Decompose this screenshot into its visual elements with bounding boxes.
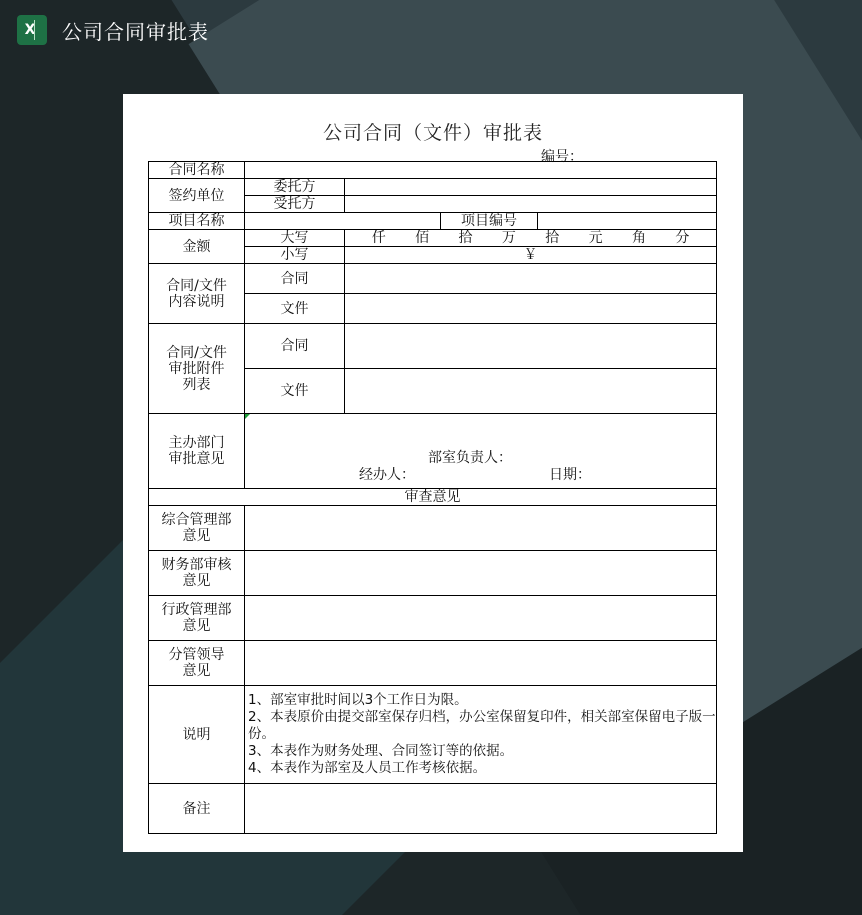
note-4: 4、本表作为部室及人员工作考核依据。 xyxy=(248,760,487,776)
content-file-field[interactable] xyxy=(345,294,717,324)
attach-file-field[interactable] xyxy=(345,369,717,414)
remark-label: 备注 xyxy=(149,784,245,834)
finance-field[interactable] xyxy=(245,551,717,596)
cell-comment-marker xyxy=(245,414,250,419)
unit-yuan: 元 xyxy=(588,230,603,246)
contract-name-label: 合同名称 xyxy=(149,162,245,179)
project-name-field[interactable] xyxy=(245,213,441,230)
remark-field[interactable] xyxy=(245,784,717,834)
unit-fen: 分 xyxy=(675,230,690,246)
contract-name-field[interactable] xyxy=(245,162,717,179)
number-label: 编号： xyxy=(541,149,583,165)
excel-icon: X xyxy=(17,15,47,45)
host-dept-field[interactable] xyxy=(245,414,717,489)
amount-upper-field[interactable] xyxy=(345,230,717,247)
content-contract-label: 合同 xyxy=(245,264,345,294)
leader-field[interactable] xyxy=(245,641,717,686)
admin-mgmt-label xyxy=(149,596,245,641)
general-mgmt-label xyxy=(149,506,245,551)
attachments-label xyxy=(149,324,245,414)
entrusted-party-label: 受托方 xyxy=(245,196,345,213)
date-label: 日期： xyxy=(549,467,591,483)
amount-upper-label: 大写 xyxy=(245,230,345,247)
unit-shi-2: 拾 xyxy=(545,230,560,246)
host-dept-text: 主办部门 审批意见 xyxy=(168,435,225,467)
unit-shi: 拾 xyxy=(458,230,473,246)
amount-label: 金额 xyxy=(149,230,245,264)
title-bar xyxy=(0,0,862,60)
unit-jiao: 角 xyxy=(631,230,646,246)
finance-label xyxy=(149,551,245,596)
attach-contract-field[interactable] xyxy=(345,324,717,369)
admin-mgmt-text: 行政管理部 意见 xyxy=(161,602,232,634)
entrusted-party-field[interactable] xyxy=(345,196,717,213)
unit-bai: 佰 xyxy=(415,230,430,246)
content-contract-field[interactable] xyxy=(345,264,717,294)
attach-contract-label: 合同 xyxy=(245,324,345,369)
note-3: 3、本表作为财务处理、合同签订等的依据。 xyxy=(248,743,514,759)
explanation-label: 说明 xyxy=(149,686,245,784)
leader-text: 分管领导 意见 xyxy=(168,647,225,679)
admin-mgmt-field[interactable] xyxy=(245,596,717,641)
handler-label: 经办人： xyxy=(359,467,415,483)
leader-label xyxy=(149,641,245,686)
note-1: 1、部室审批时间以3个工作日为限。 xyxy=(248,692,468,708)
general-mgmt-field[interactable] xyxy=(245,506,717,551)
content-desc-label xyxy=(149,264,245,324)
project-number-field[interactable] xyxy=(538,213,717,230)
content-desc-text: 合同/文件 内容说明 xyxy=(166,277,227,310)
project-name-label: 项目名称 xyxy=(149,213,245,230)
attach-file-label: 文件 xyxy=(245,369,345,414)
form-sheet xyxy=(123,94,743,852)
project-number-label: 项目编号 xyxy=(441,213,538,230)
explanation-notes xyxy=(245,686,717,784)
review-header: 审查意见 xyxy=(149,489,717,506)
dept-head-label: 部室负责人： xyxy=(428,450,512,466)
entrusting-party-field[interactable] xyxy=(345,179,717,196)
unit-wan: 万 xyxy=(501,230,516,246)
document-title: 公司合同（文件）审批表 xyxy=(322,122,543,144)
entrusting-party-label: 委托方 xyxy=(245,179,345,196)
approval-table xyxy=(148,161,717,834)
host-dept-label xyxy=(149,414,245,489)
note-2: 2、本表原价由提交部室保存归档，办公室保留复印件，相关部室保留电子版一份。 xyxy=(248,709,716,742)
attachments-text: 合同/文件 审批附件 列表 xyxy=(166,344,227,393)
app-title: 公司合同审批表 xyxy=(62,19,209,44)
signing-unit-label: 签约单位 xyxy=(149,179,245,213)
amount-lower-label: 小写 xyxy=(245,247,345,264)
content-file-label: 文件 xyxy=(245,294,345,324)
amount-lower-field[interactable]: ￥ xyxy=(345,247,717,264)
finance-text: 财务部审核 意见 xyxy=(161,557,232,589)
general-mgmt-text: 综合管理部 意见 xyxy=(161,512,232,544)
unit-qian: 仟 xyxy=(371,230,386,246)
